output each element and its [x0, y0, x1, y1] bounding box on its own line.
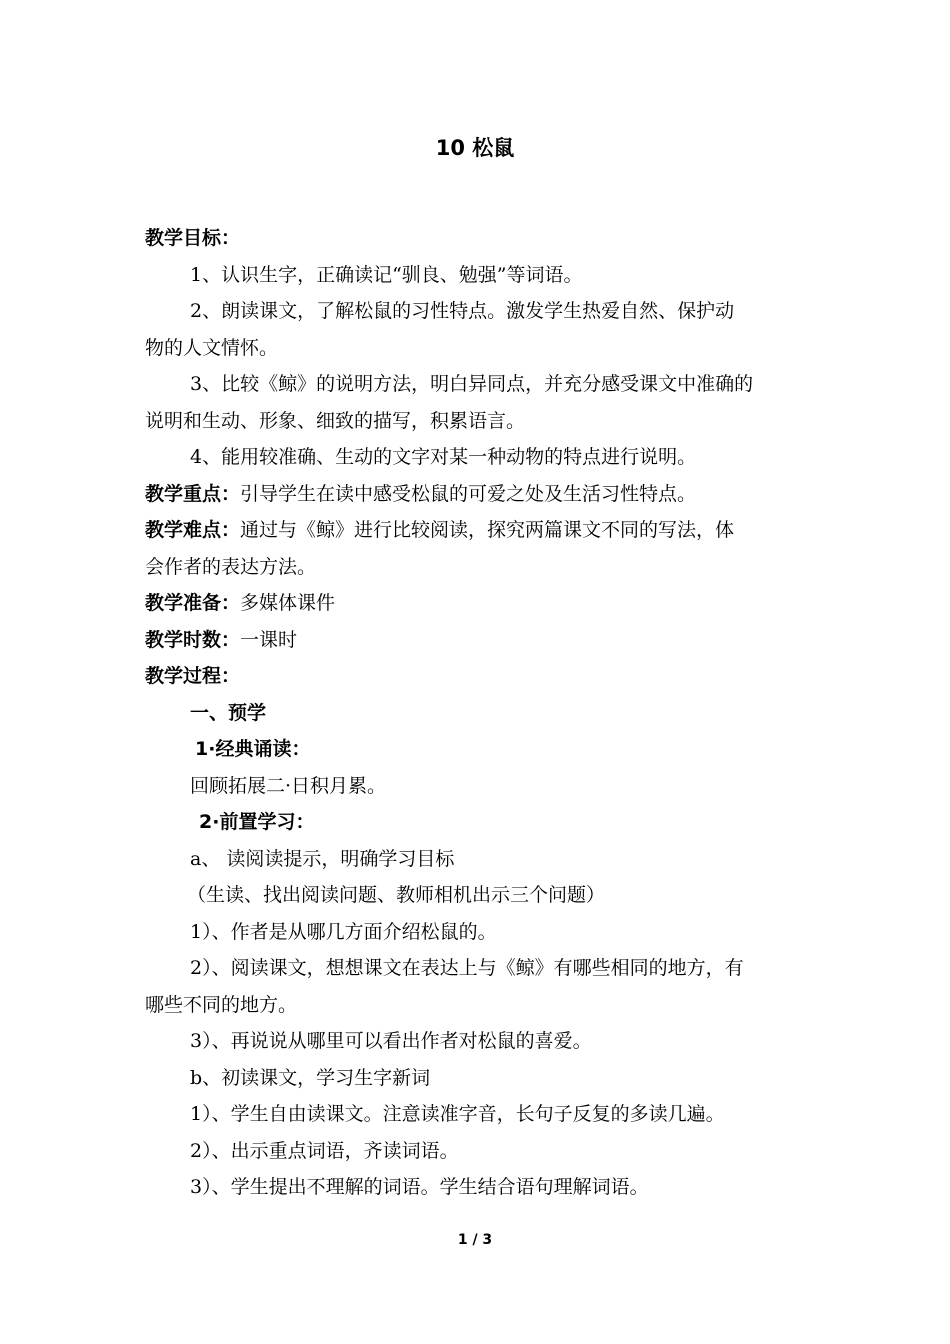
periods-label: 教学时数： [145, 628, 241, 651]
process-line-q1: 1）、作者是从哪几方面介绍松鼠的。 [190, 920, 497, 943]
key-point-label: 教学重点： [145, 482, 241, 505]
process-line-b: b、初读课文，学习生字新词 [190, 1066, 431, 1089]
goals-heading: 教学目标： [145, 227, 241, 249]
process-line-b2: 2）、出示重点词语，齐读词语。 [190, 1139, 459, 1162]
goal-item-2-cont: 物的人文情怀。 [145, 336, 279, 359]
goal-item-3: 3、比较《鲸》的说明方法，明白异同点，并充分感受课文中准确的 [190, 373, 754, 395]
process-section-1: 一、预学 [190, 701, 267, 724]
process-line-q2-cont: 哪些不同的地方。 [145, 993, 298, 1016]
process-line-a: a、 读阅读提示，明确学习目标 [190, 847, 455, 870]
difficulty-label: 教学难点： [145, 519, 241, 541]
difficulty-text: 通过与《鲸》进行比较阅读，探究两篇课文不同的写法，体 [240, 519, 735, 541]
preparation-label: 教学准备： [145, 592, 241, 614]
periods-text: 一课时 [240, 628, 298, 651]
preparation-text: 多媒体课件 [240, 592, 336, 614]
periods-row [145, 622, 810, 659]
key-point-text: 引导学生在读中感受松鼠的可爱之处及生活习性特点。 [240, 482, 697, 505]
process-line-b1: 1）、学生自由读课文。注意读准字音，长句子反复的多读几遍。 [190, 1103, 725, 1125]
goal-item-2: 2、朗读课文，了解松鼠的习性特点。激发学生热爱自然、保护动 [190, 300, 735, 322]
goal-item-3-cont: 说明和生动、形象、细致的描写，积累语言。 [145, 409, 526, 432]
document-title: 10 松鼠 [435, 136, 515, 160]
process-subsection-2: 2·前置学习： [199, 811, 315, 833]
key-point-row [145, 476, 810, 513]
page-indicator: 1 / 3 [457, 1232, 493, 1248]
process-line-q2: 2）、阅读课文，想想课文在表达上与《鲸》有哪些相同的地方，有 [190, 957, 744, 979]
preparation-row [145, 585, 810, 622]
process-line-q3: 3）、再说说从哪里可以看出作者对松鼠的喜爱。 [190, 1030, 592, 1052]
process-subsection-1-text: 回顾拓展二·日积月累。 [190, 774, 387, 797]
document-body [145, 220, 810, 1206]
goal-item-4: 4、能用较准确、生动的文字对某一种动物的特点进行说明。 [190, 446, 697, 468]
difficulty-row [145, 512, 810, 549]
process-heading: 教学过程： [145, 665, 241, 687]
process-subsection-1: 1·经典诵读： [195, 738, 311, 760]
goal-item-1: 1、认识生字，正确读记“驯良、勉强”等词语。 [190, 263, 583, 286]
process-line-b3: 3）、学生提出不理解的词语。学生结合语句理解词语。 [190, 1176, 649, 1198]
process-line-note: （生读、找出阅读问题、教师相机出示三个问题） [187, 884, 606, 906]
difficulty-text-cont: 会作者的表达方法。 [145, 555, 317, 578]
